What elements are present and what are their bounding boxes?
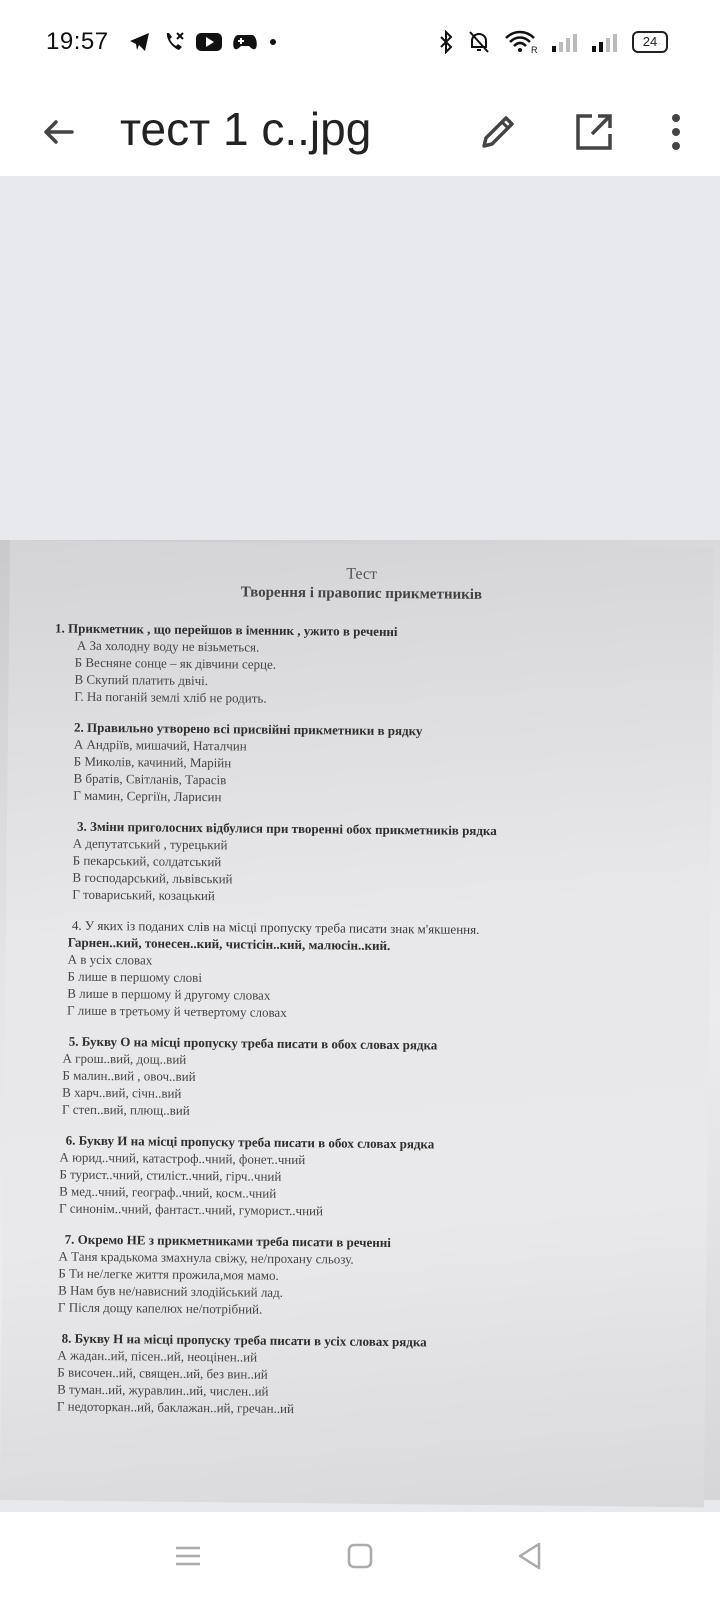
question-3	[72, 818, 711, 910]
document-title: Тест	[346, 565, 378, 583]
answer-option: А За холодну воду не візьметься.	[76, 637, 260, 655]
back-triangle-icon	[514, 1540, 546, 1572]
answer-option: Б турист..чний, стиліст..чний, гірч..чний	[59, 1166, 282, 1184]
pencil-icon	[474, 108, 522, 156]
svg-text:R: R	[531, 45, 538, 54]
answer-option: А юрид..чний, катастроф..чний, фонет..чний	[59, 1149, 306, 1168]
open-with-button[interactable]	[570, 108, 618, 156]
gamepad-icon	[232, 32, 258, 52]
open-external-icon	[570, 108, 618, 156]
question-text: 1. Прикметник , що перейшов в іменник , ужито в реченні	[55, 620, 398, 640]
answer-option: Б пекарський, солдатський	[72, 852, 222, 870]
answer-option: Г степ..вий, плющ..вий	[61, 1101, 190, 1118]
home-square-icon	[344, 1540, 376, 1572]
question-text: 8. Букву Н на місці пропуску треба писати в усіх словах рядка	[61, 1330, 427, 1350]
answer-option: В мед..чний, географ..чний, косм..чний	[59, 1183, 277, 1201]
back-nav-button[interactable]	[514, 1540, 546, 1572]
answer-option: В туман..ий, журавлин..ий, числен..ий	[57, 1381, 269, 1399]
status-time: 19:57	[46, 28, 109, 55]
answer-option: В братів, Світланів, Тарасів	[73, 770, 227, 788]
document-photo[interactable]	[0, 540, 720, 1500]
signal-icon	[552, 32, 578, 52]
question-5	[62, 1033, 709, 1125]
answer-option: В господарський, львівський	[72, 869, 233, 887]
answer-option: В Скупий платить двічі.	[74, 671, 209, 689]
answer-option: Б Весняне сонце – як дівчини серце.	[74, 654, 277, 672]
question-text: 4. У яких із поданих слів на місці пропуску треба писати знак м'якшення.	[71, 917, 480, 937]
answer-option: Г Після дощу капелюх не/потрібний.	[57, 1299, 263, 1317]
recent-apps-button[interactable]	[172, 1540, 204, 1572]
answer-option: А депутатський , турецький	[72, 835, 228, 853]
notification-icons	[128, 30, 278, 54]
answer-option: Г синонім..чний, фантаст..чний, гуморист..чний	[58, 1200, 324, 1219]
answer-option: А Андріїв, мишачий, Наталчин	[73, 736, 247, 754]
system-icons	[438, 30, 668, 54]
navigation-bar	[0, 1512, 720, 1600]
answer-option: Б Ти не/легке життя прожила,моя мамо.	[58, 1265, 279, 1283]
more-options-button[interactable]	[654, 108, 698, 156]
answer-option: Г лише в третьому й четвертому словах	[67, 1002, 287, 1020]
answer-option: Г. На поганій землі хліб не родить.	[74, 688, 267, 706]
answer-option: Б Миколів, качиний, Марійн	[73, 753, 232, 771]
question-text: 5. Букву О на місці пропуску треба писати в обох словах рядка	[68, 1033, 438, 1053]
answer-option: А Таня крадькома змахнула свіжу, не/прохану сльозу.	[58, 1248, 354, 1267]
answer-option: Г недоторкан..ий, баклажан..ий, гречан..ий	[56, 1398, 295, 1417]
answer-option: А в усіх словах	[67, 951, 153, 968]
home-button[interactable]	[344, 1540, 376, 1572]
answer-option: Б малин..вий , овоч..вий	[62, 1067, 196, 1084]
menu-icon	[172, 1540, 204, 1572]
answer-option: А жадан..ий, пісен..ий, неоцінен..ий	[57, 1347, 258, 1365]
question-2	[73, 719, 712, 811]
app-bar	[0, 88, 720, 176]
question-4	[67, 917, 710, 1026]
document-subtitle: Творення і правопис прикметників	[240, 584, 483, 603]
document-header	[9, 562, 713, 606]
question-words: Гарнен..кий, тонесен..кий, чистісін..кий, малюсін..кий.	[67, 934, 391, 954]
answer-option: А грош..вий, дощ..вий	[62, 1050, 187, 1067]
image-viewer[interactable]	[0, 176, 720, 1512]
question-1	[54, 619, 713, 711]
answer-option: Б височен..ий, священ..ий, без вин..ий	[57, 1364, 268, 1382]
bluetooth-icon	[438, 30, 454, 54]
question-6	[59, 1132, 708, 1224]
answer-option: В Нам був не/нависний злодійський лад.	[58, 1282, 284, 1300]
missed-call-icon	[162, 30, 186, 54]
signal-icon	[592, 32, 618, 52]
mute-icon	[468, 30, 490, 54]
edit-button[interactable]	[474, 108, 522, 156]
question-text: 3. Зміни приголосних відбулися при творенні обох прикметників рядка	[76, 818, 497, 839]
answer-option: В лише в першому й другому словах	[67, 985, 271, 1003]
youtube-icon	[196, 32, 222, 52]
dot-icon	[268, 37, 278, 47]
answer-option: Г товариський, козацький	[72, 886, 215, 904]
answer-option: В харч..вий, січн..вий	[62, 1084, 182, 1101]
back-button[interactable]	[36, 110, 80, 154]
answer-option: Г мамин, Сергіїн, Ларисин	[73, 787, 222, 805]
more-vert-icon	[654, 108, 698, 156]
wifi-icon	[504, 30, 538, 54]
status-bar	[0, 0, 720, 88]
battery-indicator: 24	[632, 31, 668, 53]
question-text: 2. Правильно утворено всі присвійні прикметники в рядку	[73, 719, 423, 739]
arrow-back-icon	[36, 110, 80, 154]
telegram-icon	[128, 30, 152, 54]
question-text: 6. Букву И на місці пропуску треба писати в обох словах рядка	[65, 1132, 435, 1152]
answer-option: Б лише в першому слові	[67, 968, 203, 986]
question-7	[58, 1231, 707, 1323]
question-8	[57, 1330, 706, 1422]
file-title: тест 1 с..jpg	[120, 103, 372, 155]
document-sheet	[0, 540, 714, 1507]
question-text: 7. Окремо НЕ з прикметниками треба писати в реченні	[64, 1231, 392, 1251]
